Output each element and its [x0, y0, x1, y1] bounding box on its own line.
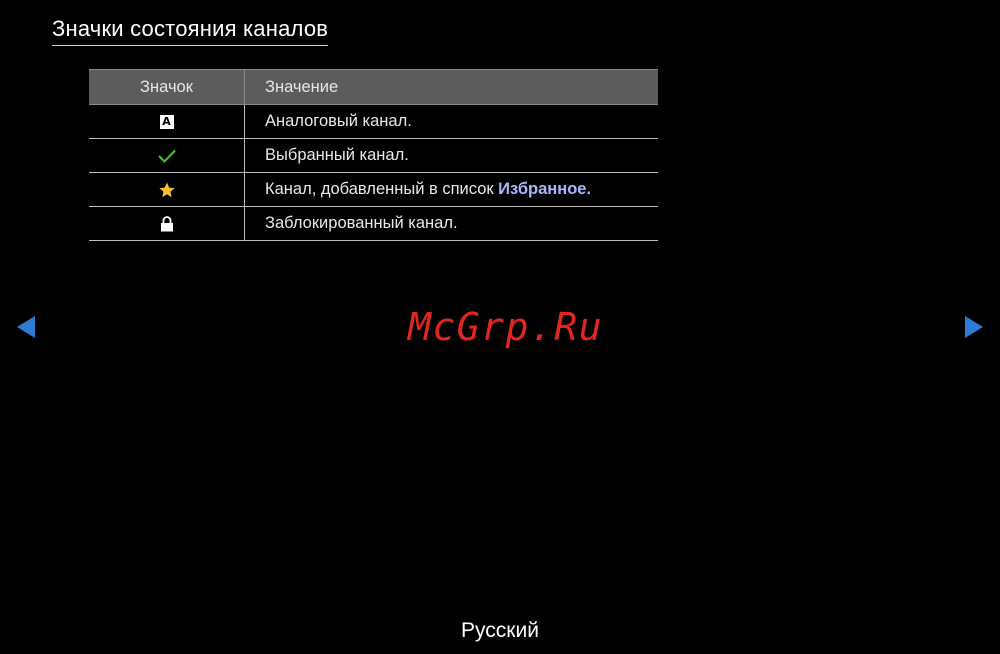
channel-status-icons-table: [89, 69, 658, 241]
meaning-cell: Заблокированный канал.: [245, 207, 659, 241]
table-row: [89, 139, 658, 173]
star-icon: [159, 182, 175, 198]
previous-page-arrow-icon[interactable]: [17, 316, 35, 338]
favorites-label: Избранное.: [498, 180, 592, 198]
next-page-arrow-icon[interactable]: [965, 316, 983, 338]
meaning-prefix: Канал, добавленный в список: [265, 180, 499, 198]
watermark-text: McGrp.Ru: [408, 305, 604, 349]
lock-icon: [160, 216, 174, 232]
meaning-cell: [245, 173, 659, 207]
language-label: Русский: [461, 619, 539, 642]
table-row: [89, 207, 658, 241]
icon-cell: [89, 173, 245, 207]
header-meaning: Значение: [245, 70, 659, 105]
meaning-cell: Выбранный канал.: [245, 139, 659, 173]
header-icon: Значок: [89, 70, 245, 105]
icon-cell: [89, 105, 245, 139]
table-row: [89, 105, 658, 139]
icon-cell: [89, 139, 245, 173]
analog-channel-icon: A: [160, 115, 174, 129]
page-title: Значки состояния каналов: [52, 16, 328, 46]
icon-cell: [89, 207, 245, 241]
meaning-cell: Аналоговый канал.: [245, 105, 659, 139]
table-header-row: [89, 70, 658, 105]
table-row: [89, 173, 658, 207]
checkmark-icon: [158, 149, 176, 163]
